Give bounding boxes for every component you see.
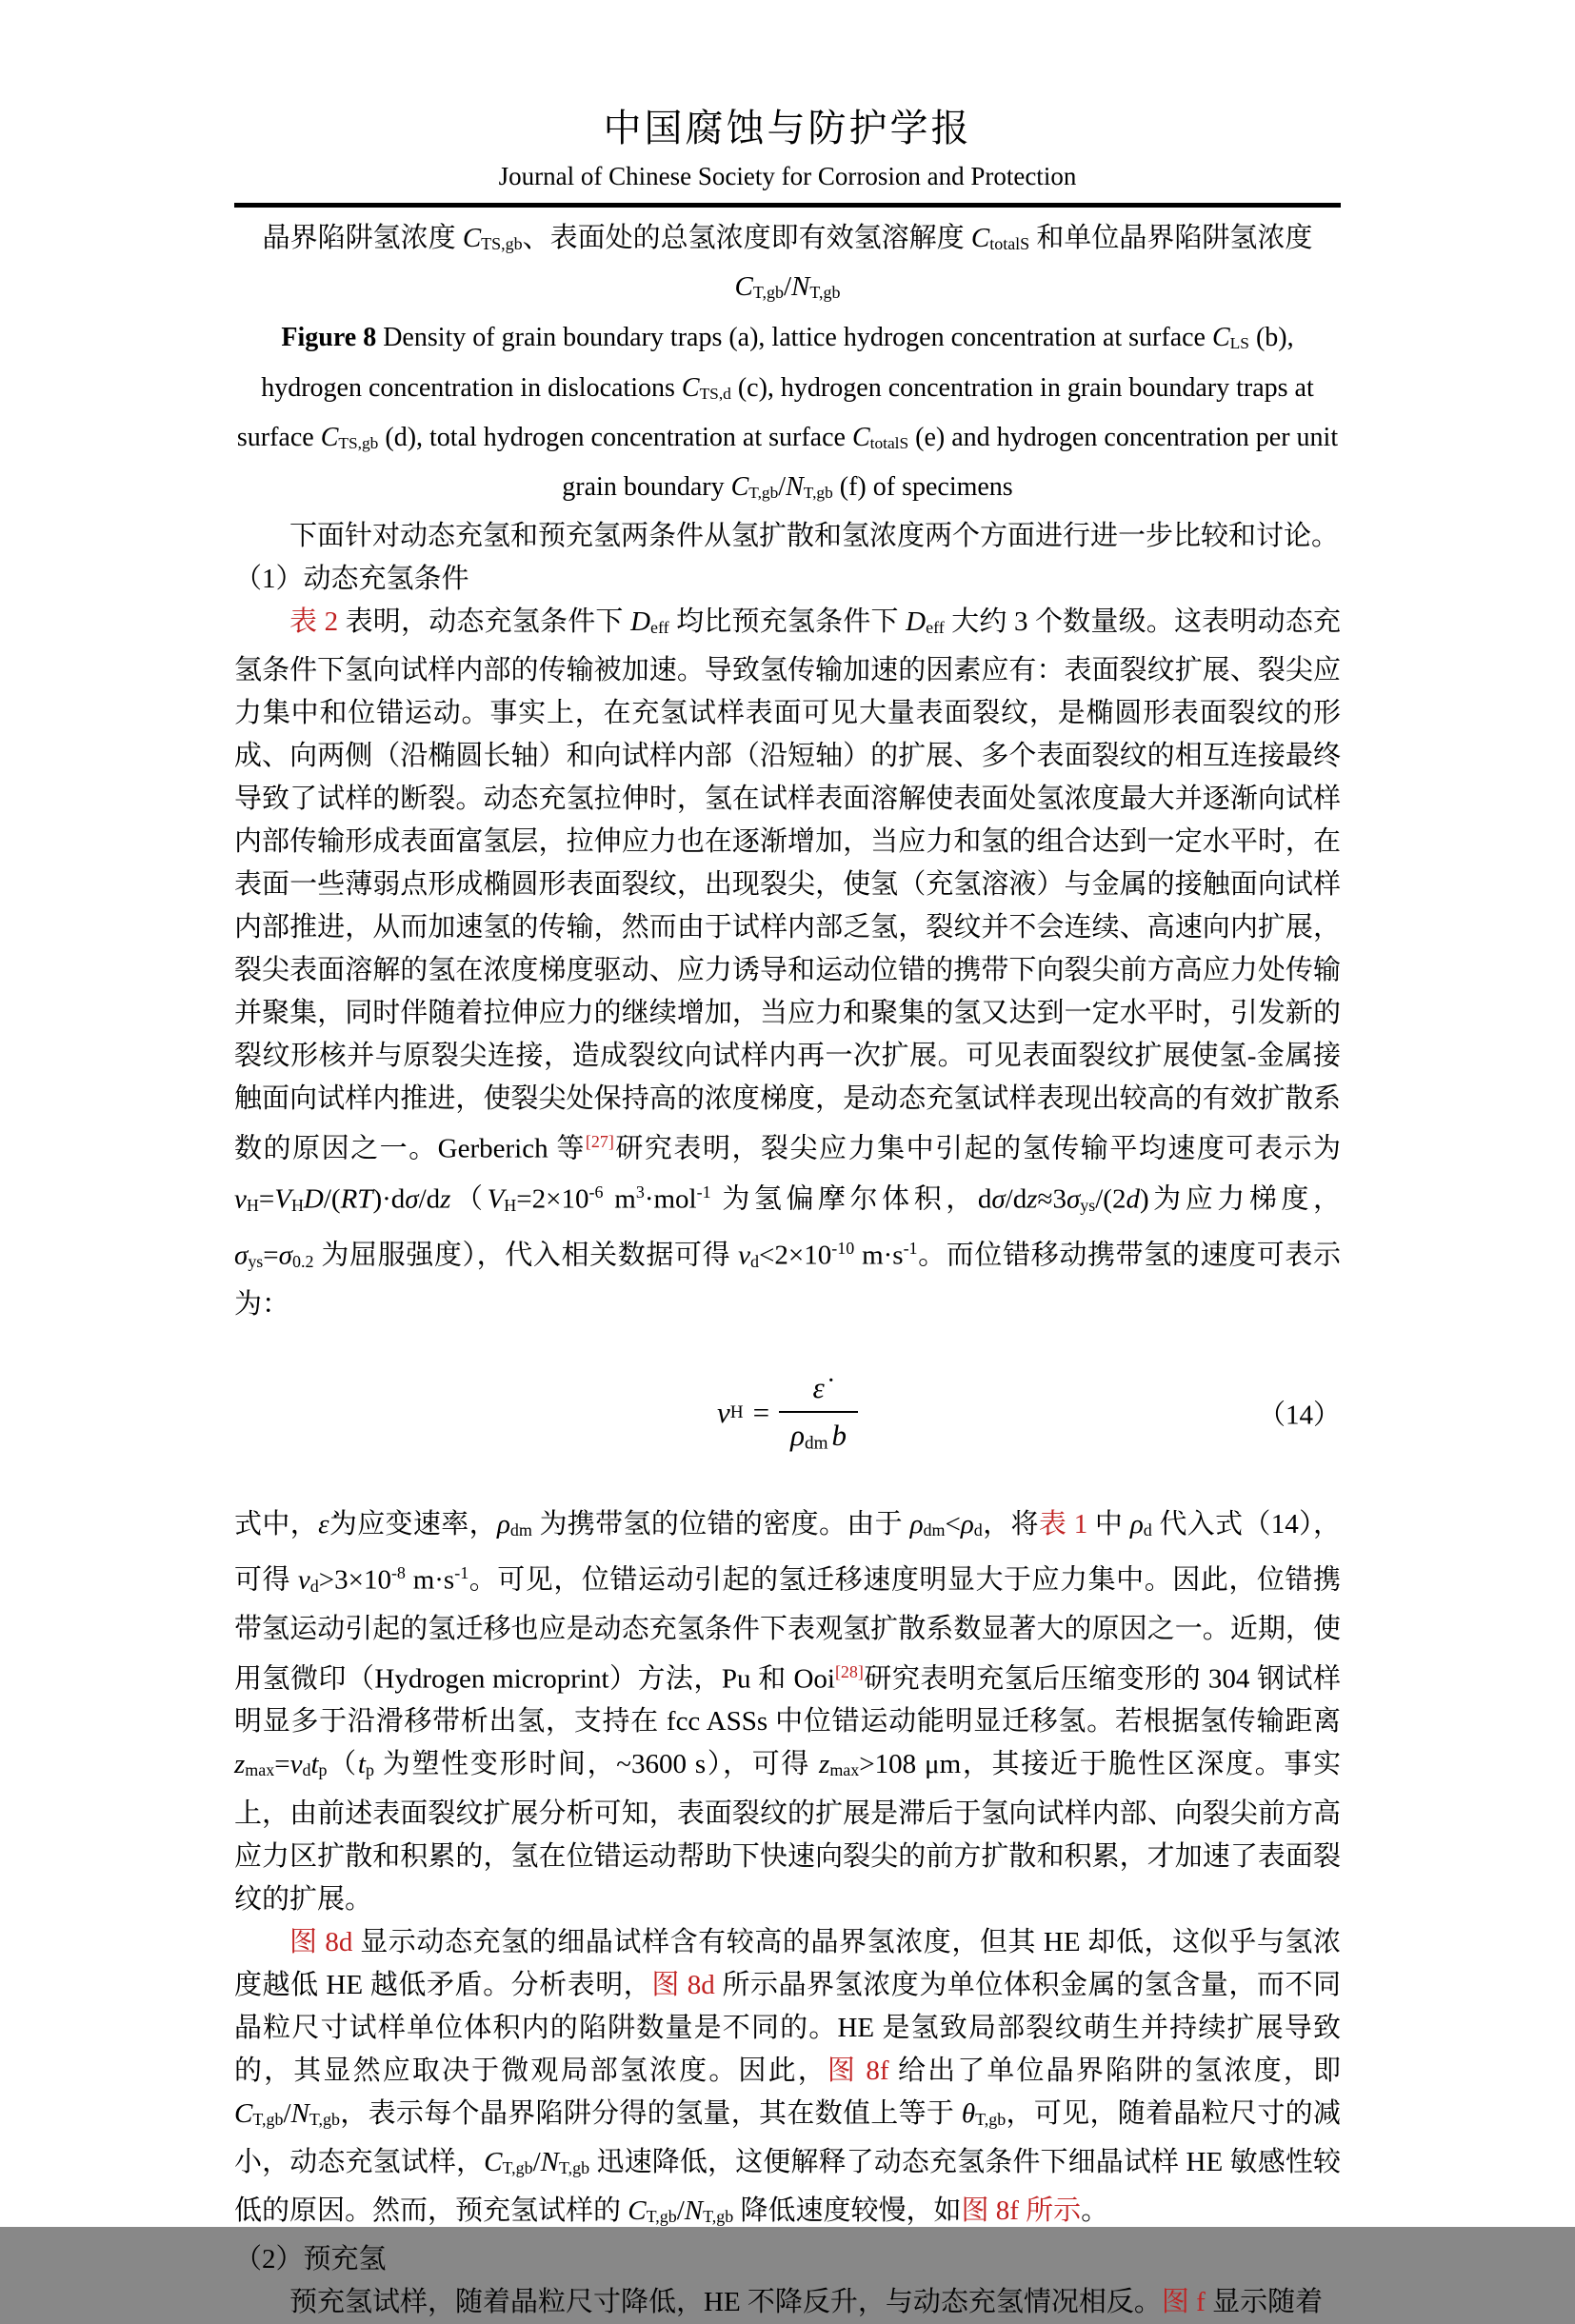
text-segment: / [676,2195,685,2227]
text-segment: 下面针对动态充氢和预充氢两条件从氢扩散和氢浓度两个方面进行进一步比较和讨论。 [289,520,1340,551]
text-segment: C [462,223,482,253]
text-segment: 表明，动态充氢条件下 [338,606,631,637]
text-segment: σ [991,1183,1006,1215]
text-segment: D [303,1183,324,1215]
text-segment: 研究表明充氢后压缩变形的 304 钢试样明显多于沿滑移带析出氢，支持在 fcc ASSs 中位错运动能明显迁移氢。若根据氢传输距离 [234,1663,1341,1738]
text-segment: / [783,271,792,303]
text-segment: / [532,2146,541,2177]
text-segment: / [283,2097,291,2129]
text-segment: RT [340,1183,373,1215]
text-segment: ≈3 [1037,1183,1067,1215]
paragraph-intro [234,515,1341,558]
text-segment: V [274,1183,291,1215]
text-segment: 。而位错移动携带氢的速度可表示为： [234,1240,1341,1320]
list-item-dynamic-charging [234,558,1341,601]
text-segment: =2×10 [516,1183,589,1215]
text-segment: v [738,1240,751,1271]
text-segment: 均比预充氢条件下 [668,606,907,637]
figure-caption-cn-line-1 [234,219,1341,264]
text-segment: T,gb [646,2207,677,2227]
equation-denominator-b: b [831,1418,847,1452]
text-segment: -1 [903,1238,918,1258]
text-segment: 代入式（14），可得 [234,1508,1341,1596]
figure-caption-en [234,316,1341,514]
text-segment: m·s [405,1564,455,1596]
equation-numerator: ε̇ [812,1370,825,1404]
journal-header [234,107,1341,208]
text-segment: 图 8f 所示 [961,2195,1082,2227]
figure-caption-cn-line-2 [234,268,1341,312]
text-segment: /d [1005,1183,1027,1215]
text-segment: σ [234,1240,249,1271]
text-segment: 显示随着 [1205,2287,1324,2318]
text-segment: 、表面处的总氢浓度即有效氢溶解度 [522,223,971,253]
text-segment: ，表示每个晶界陷阱分得的氢量，其在数值上等于 [339,2097,962,2129]
text-segment: [28] [834,1661,864,1681]
text-segment: 为屈服强度），代入相关数据可得 [313,1240,739,1271]
text-segment: 式中， [234,1508,319,1539]
text-segment: (b), hydrogen concentration in dislocations [261,323,1294,403]
text-segment: z [819,1749,830,1780]
text-segment: dm [509,1520,532,1539]
text-segment: v [234,1183,247,1215]
equation-denominator [779,1411,858,1454]
text-segment: m [603,1183,636,1215]
text-segment: -1 [696,1182,711,1202]
text-segment: -10 [831,1238,855,1258]
text-segment: T,gb [252,2109,284,2129]
equation-14 [234,1351,1341,1475]
text-segment: （ [327,1749,358,1780]
text-segment: LS [1229,334,1249,353]
text-segment: C [851,422,870,452]
text-segment: max [829,1760,860,1780]
text-segment: T,gb [559,2158,590,2178]
text-segment: ys [248,1251,264,1271]
text-segment: 。可见，位错运动引起的氢迁移速度明显大于应力集中。因此，位错携带氢运动引起的氢迁移也应是动态充氢条件下表观氢扩散系数显著大的原因之一。近期，使用氢微印（Hydrogen microprint）方法，Pu 和 Ooi [234,1564,1341,1695]
text-segment: p [365,1760,374,1780]
text-segment: max [245,1760,275,1780]
text-segment: C [970,223,990,253]
text-segment: H [290,1195,304,1215]
text-segment: = [263,1240,279,1271]
text-segment: σ [278,1240,292,1271]
text-segment: ，可见，随着晶粒尺寸的减小，动态充氢试样， [234,2097,1341,2177]
text-segment: ρ [909,1508,924,1539]
text-segment: （1）动态充氢条件 [234,563,469,594]
text-segment: 图 8d [289,1926,353,1957]
text-segment: 给出了单位晶界陷阱的氢浓度，即 [888,2055,1341,2086]
text-segment: C [730,471,749,502]
text-segment: C [734,271,753,303]
equation-lhs-subscript: H [729,1401,744,1422]
list-item-precharged [234,2238,1341,2281]
text-segment: C [628,2195,647,2227]
text-segment: z [1027,1183,1038,1215]
text-segment: v [297,1564,310,1596]
text-segment: p [318,1760,328,1780]
text-segment: ε̇ [318,1508,329,1539]
text-segment: ρ [1129,1508,1144,1539]
paragraph-equation-explanation [234,1503,1341,1921]
text-segment: (c), hydrogen concentration in grain boundary traps at surface [236,372,1314,452]
text-segment: d [302,1760,311,1780]
text-segment: -8 [390,1562,406,1582]
text-segment: d [309,1576,319,1596]
text-segment: totalS [989,234,1030,254]
text-segment: (e) and hydrogen concentration per unit grain boundary [562,422,1339,502]
text-segment: ys [1080,1195,1096,1215]
text-segment: T,gb [309,2109,340,2129]
text-segment: totalS [869,433,909,452]
text-segment: H [504,1195,517,1215]
header-divider [234,203,1341,208]
text-segment: = [258,1183,275,1215]
text-segment: /(2 [1095,1183,1126,1215]
text-segment: 表 2 [289,606,339,637]
text-segment: d [1143,1520,1152,1539]
text-segment: = [274,1749,290,1780]
text-segment: d [750,1251,760,1271]
text-segment: （ [450,1183,488,1215]
text-segment: 3 [635,1182,645,1202]
text-segment: t [310,1749,319,1780]
paragraph-precharged [234,2281,1341,2324]
text-segment: C [484,2146,503,2177]
text-segment: σ [405,1183,419,1215]
text-segment: ，将 [982,1508,1039,1539]
text-segment: 显示动态充氢的细晶试样含有较高的晶界氢浓度，但其 HE 却低，这似乎与氢浓度越低 HE 越低矛盾。分析表明， [234,1926,1341,2000]
text-segment: C [320,422,339,452]
text-segment: v [289,1749,303,1780]
equation-fraction [779,1371,858,1454]
text-segment: d [1126,1183,1140,1215]
text-segment: H [246,1195,259,1215]
paragraph-dynamic-charging [234,601,1341,1326]
equation-equals-sign: = [752,1395,770,1429]
text-segment: 降低速度较慢，如 [733,2195,962,2227]
text-segment: 图 8d [651,1969,715,2000]
text-segment: C [234,2097,253,2129]
text-segment: -1 [454,1562,469,1582]
text-segment: 大约 3 个数量级。这表明动态充氢条件下氢向试样内部的传输被加速。导致氢传输加速的因素应有：表面裂纹扩展、裂尖应力集中和位错运动。事实上，在充氢试样表面可见大量表面裂纹，是椭圆形表面裂纹的形成、向两侧（沿椭圆长轴）和向试样内部（沿短轴）的扩展、多个表面裂纹的相互连接最终导致了试样的断裂。动态充氢拉伸时，氢在试样表面溶解使表面处氢浓度最大并逐渐向试样内部传输形成表面富氢层，拉伸应力也在逐渐增加，当应力和氢的组合达到一定水平时，在表面一些薄弱点形成椭圆形表面裂纹，出现裂尖，使氢（充氢溶液）与金属的接触面向试样内部推进，从而加速氢的传输，然而由于试样内部乏氢，裂纹并不会连续、高速向内扩展，裂尖表面溶解的氢在浓度梯度驱动、应力诱导和运动位错的携带下向裂尖前方高应力处传输并聚集，同时伴随着拉伸应力的继续增加，当应力和聚集的氢又达到一定水平时，引发新的裂纹形核并与原裂尖连接，造成裂纹向试样内再一次扩展。可见表面裂纹扩展使氢-金属接触面向试样内推进，使裂尖处保持高的浓度梯度，是动态充氢试样表现出较高的有效扩散系数的原因之一。Gerberich 等 [234,606,1341,1164]
text-segment: D [630,606,651,637]
equation-expression [717,1371,858,1454]
text-segment: N [791,271,810,303]
text-segment: 为携带氢的位错的密度。由于 [531,1508,910,1539]
text-segment: d [973,1520,983,1539]
text-segment: 研究表明，裂尖应力集中引起的氢传输平均速度可表示为 [613,1133,1341,1164]
paragraph-figure-8d [234,1921,1341,2239]
text-segment: t [357,1749,366,1780]
text-segment: N [540,2146,560,2177]
text-segment: z [440,1183,451,1215]
text-segment: T,gb [809,283,841,303]
text-segment: (f) of specimens [832,471,1013,502]
text-segment: ρ [496,1508,510,1539]
text-segment: T,gb [803,483,833,502]
text-segment: 图 f [1161,2287,1206,2318]
text-segment: V [487,1183,505,1215]
text-segment: N [684,2195,704,2227]
text-segment: （2）预充氢 [234,2244,387,2275]
text-segment: <2×10 [759,1240,832,1271]
equation-denominator-rho: ρ [790,1418,805,1452]
text-segment: TS,gb [338,433,379,452]
text-segment: / [778,471,787,502]
text-segment: )·d [372,1183,406,1215]
text-segment: eff [650,618,669,638]
text-segment: dm [923,1520,946,1539]
text-segment: 为氢偏摩尔体积，d [710,1183,992,1215]
text-segment: C [1211,323,1230,353]
text-segment: 为应变速率， [329,1508,497,1539]
text-segment: T,gb [975,2109,1007,2129]
text-segment: ·mol [644,1183,697,1215]
text-segment: eff [926,618,945,638]
text-segment: >3×10 [318,1564,391,1596]
text-segment: C [681,372,700,403]
text-segment: ρ [960,1508,974,1539]
text-segment: D [906,606,927,637]
text-segment: T,gb [703,2207,734,2227]
text-segment: N [786,471,804,502]
text-segment: 。 [1081,2195,1109,2227]
text-segment: σ [1066,1183,1081,1215]
text-segment: z [234,1749,246,1780]
text-segment: 0.2 [291,1251,314,1271]
text-segment: 图 8f [827,2055,889,2086]
text-segment: >108 μm，其接近于脆性区深度。事实上，由前述表面裂纹扩展分析可知，表面裂纹的扩展是滞后于氢向试样内部、向裂尖前方高应力区扩散和积累的，氢在位错运动帮助下快速向裂尖的前方扩散和积累，才加速了表面裂纹的扩展。 [234,1749,1341,1915]
equation-number: （14） [1257,1400,1341,1431]
text-segment: Density of grain boundary traps (a), lattice hydrogen concentration at surface [376,323,1212,353]
text-segment: [27] [585,1132,614,1152]
text-segment: T,gb [752,283,784,303]
text-segment: Figure 8 [281,323,377,353]
text-segment: TS,d [699,384,731,403]
text-segment: )为应力梯度， [1139,1183,1341,1215]
text-segment: 中 [1087,1508,1130,1539]
text-segment: /d [418,1183,441,1215]
text-segment: -6 [588,1182,604,1202]
text-segment: 表 1 [1038,1508,1088,1539]
text-segment: 为塑性变形时间，~3600 s），可得 [373,1749,820,1780]
text-segment: m·s [854,1240,904,1271]
text-segment: 晶界陷阱氢浓度 [262,223,463,253]
text-segment: (d), total hydrogen concentration at surface [378,422,852,452]
text-segment: 所示晶界氢浓度为单位体积金属的氢含量，而不同晶粒尺寸试样单位体积内的陷阱数量是不同的。HE 是氢致局部裂纹萌生并持续扩展导致的，其显然应取决于微观局部氢浓度。因此， [234,1969,1341,2086]
text-segment: 预充氢试样，随着晶粒尺寸降低，HE 不降反升，与动态充氢情况相反。 [289,2287,1162,2318]
text-segment: < [945,1508,961,1539]
equation-denominator-rho-subscript: dm [804,1433,828,1454]
equation-lhs-symbol: v [716,1395,730,1429]
text-segment: T,gb [748,483,779,502]
text-segment: /( [323,1183,341,1215]
text-segment: 和单位晶界陷阱氢浓度 [1029,223,1313,253]
text-segment: θ [961,2097,976,2129]
text-segment: TS,gb [481,234,523,254]
text-segment: T,gb [502,2158,533,2178]
journal-title-en: Journal of Chinese Society for Corrosion and Protection [498,162,1077,190]
text-segment: 迅速降低，这便解释了动态充氢条件下细晶试样 HE 敏感性较低的原因。然而，预充氢试样的 [234,2146,1341,2227]
journal-title-cn: 中国腐蚀与防护学报 [603,107,972,149]
text-segment: N [290,2097,309,2129]
